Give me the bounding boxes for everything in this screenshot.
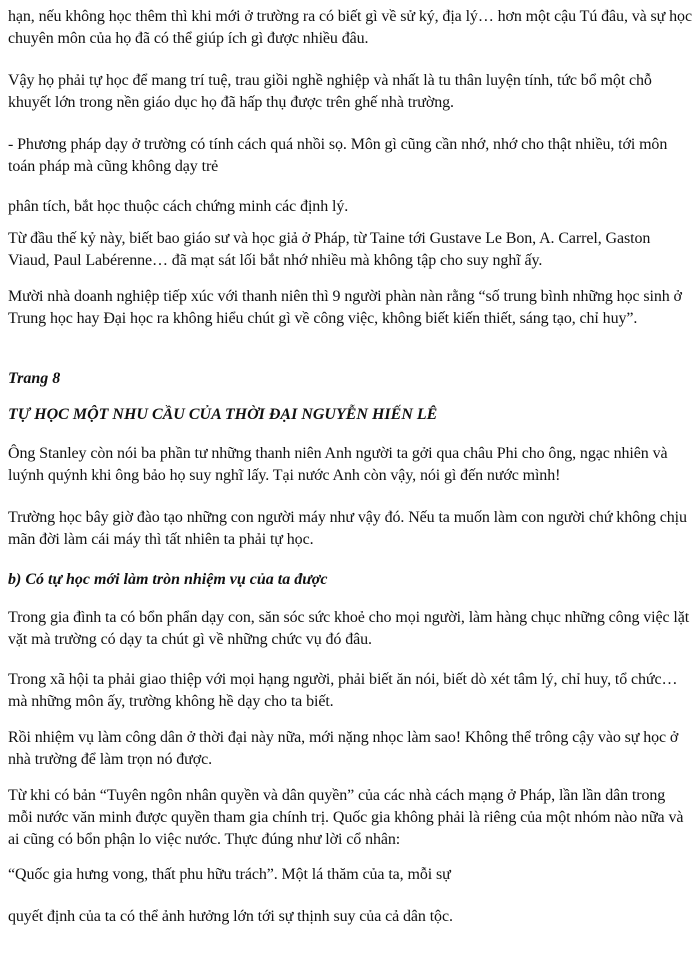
paragraph-14: quyết định của ta có thể ảnh hưởng lớn tới sự thịnh suy của cả dân tộc. bbox=[8, 908, 453, 925]
section-title: TỰ HỌC MỘT NHU CẦU CỦA THỜI ĐẠI NGUYỄN HIẾN LÊ bbox=[8, 406, 438, 423]
page-marker: Trang 8 bbox=[8, 370, 61, 387]
paragraph-5: Từ đầu thế kỷ này, biết bao giáo sư và học giả ở Pháp, từ Taine tới Gustave Le Bon, A. Carrel, Gaston Viaud, Paul Labérenne… đã mạt sát lối bắt nhớ nhiều mà không tập cho suy nghĩ ấy. bbox=[8, 230, 651, 269]
paragraph-3: - Phương pháp dạy ở trường có tính cách quá nhồi sọ. Môn gì cũng cần nhớ, nhớ cho thật nhiều, tới môn toán pháp mà cũng không dạy trẻ bbox=[8, 136, 668, 175]
paragraph-10: Trong xã hội ta phải giao thiệp với mọi hạng người, phải biết ăn nói, biết dò xét tâm lý, chỉ huy, tổ chức… mà những môn ấy, trường không hề dạy cho ta biết. bbox=[8, 671, 678, 710]
paragraph-12: Từ khi có bản “Tuyên ngôn nhân quyền và dân quyền” của các nhà cách mạng ở Pháp, lần lần dân trong mỗi nước văn minh được quyền tham gia chính trị. Quốc gia không phải là riêng của một nhóm nào nữa và ai cũng có bổn phận lo việc nước. Thực đúng như lời cổ nhân: bbox=[8, 787, 684, 848]
paragraph-13: “Quốc gia hưng vong, thất phu hữu trách”. Một lá thăm của ta, mỗi sự bbox=[8, 866, 451, 883]
paragraph-8: Trường học bây giờ đào tạo những con người máy như vậy đó. Nếu ta muốn làm con người chứ không chịu mãn đời làm cái máy thì tất nhiên ta phải tự học. bbox=[8, 509, 687, 548]
paragraph-9: Trong gia đình ta có bổn phẩn dạy con, săn sóc sức khoẻ cho mọi người, làm hàng chục những công việc lặt vặt mà trường có dạy ta chút gì về những chức vụ đó đâu. bbox=[8, 609, 690, 648]
paragraph-11: Rồi nhiệm vụ làm công dân ở thời đại này nữa, mới nặng nhọc làm sao! Không thể trông cậy vào sự học ở nhà trường để làm trọn nó được. bbox=[8, 729, 679, 768]
paragraph-6: Mười nhà doanh nghiệp tiếp xúc với thanh niên thì 9 người phàn nàn rằng “số trung bình những học sinh ở Trung học hay Đại học ra không hiểu chút gì về công việc, không biết kiến thiết, sáng tạo, chỉ huy”. bbox=[8, 288, 682, 327]
subsection-title: b) Có tự học mới làm tròn nhiệm vụ của ta được bbox=[8, 571, 328, 588]
paragraph-2: Vậy họ phải tự học để mang trí tuệ, trau giồi nghề nghiệp và nhất là tu thân luyện tính, tức bổ một chỗ khuyết lớn trong nền giáo dục họ đã hấp thụ được trên ghế nhà trường. bbox=[8, 72, 652, 111]
paragraph-4: phân tích, bắt học thuộc cách chứng minh các định lý. bbox=[8, 198, 349, 215]
paragraph-7: Ông Stanley còn nói ba phần tư những thanh niên Anh người ta gởi qua châu Phi cho ông, ngạc nhiên và luýnh quýnh khi ông bảo họ suy nghĩ lấy. Tại nước Anh còn vậy, nói gì đến nước mình! bbox=[8, 445, 668, 484]
paragraph-1: hạn, nếu không học thêm thì khi mới ở trường ra có biết gì về sử ký, địa lý… hơn một cậu Tú đâu, và sự học chuyên môn của họ đã có thể giúp ích gì được nhiều đâu. bbox=[8, 8, 692, 47]
